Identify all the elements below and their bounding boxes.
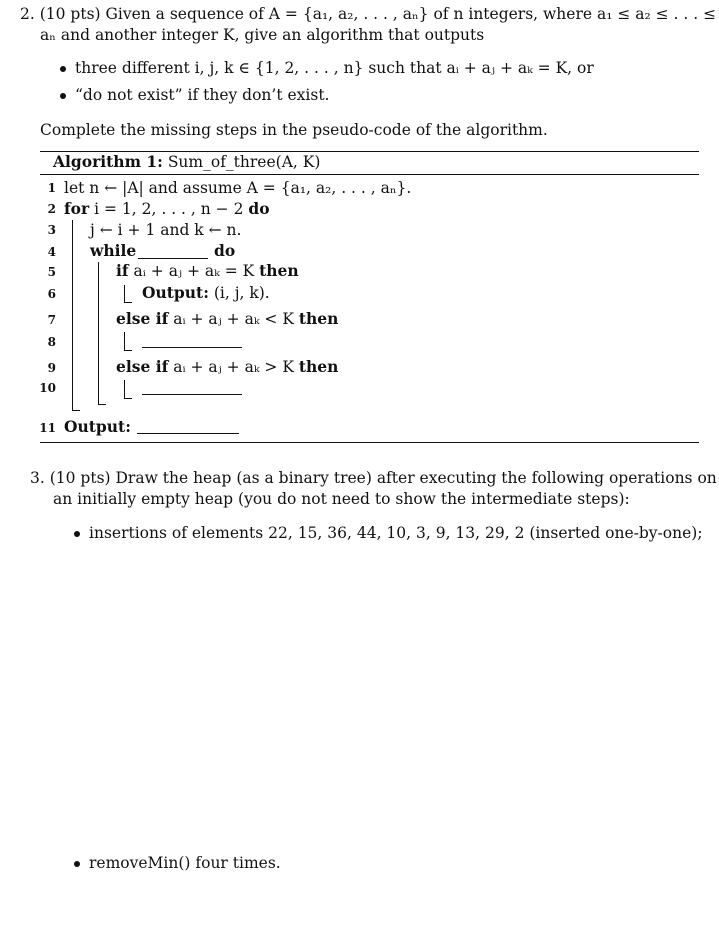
keyword-for: for — [64, 199, 90, 218]
bullet-dot — [74, 531, 80, 537]
q3-bullet-1: insertions of elements 22, 15, 36, 44, 10, 3, 9, 13, 29, 2 (inserted one-by-one); — [89, 524, 703, 542]
algorithm-caption-title: Sum_of_three(A, K) — [162, 153, 321, 171]
line-number: 6 — [47, 287, 56, 301]
algo-line-9-text: aᵢ + aⱼ + aₖ > K — [168, 358, 299, 376]
q2-bullet-2: “do not exist” if they don’t exist. — [75, 86, 330, 104]
keyword-then: then — [298, 309, 339, 328]
algorithm-bottom-rule — [40, 442, 699, 443]
line-number: 1 — [47, 181, 56, 195]
block-bar-end — [124, 398, 132, 399]
line-number: 9 — [47, 361, 56, 375]
keyword-then: then — [298, 357, 339, 376]
line-number: 4 — [47, 245, 56, 259]
block-bar — [124, 285, 125, 302]
q3-heading-line1: 3. (10 pts) Draw the heap (as a binary tree) after executing the following operations on — [30, 469, 717, 487]
q2-bullet-1: three different i, j, k ∈ {1, 2, . . . , n} such that aᵢ + aⱼ + aₖ = K, or — [75, 59, 594, 77]
algo-line-7-text: aᵢ + aⱼ + aₖ < K — [168, 310, 299, 328]
line-number: 2 — [47, 202, 56, 216]
algo-line-9 — [116, 357, 338, 377]
algo-line-6-text: (i, j, k). — [208, 284, 270, 302]
keyword-do: do — [248, 199, 270, 218]
while-block-bar-end — [98, 404, 106, 405]
q2-heading-line1: 2. (10 pts) Given a sequence of A = {a₁, a₂, . . . , aₙ} of n integers, where a₁ ≤ a₂ ≤ . . . ≤ — [20, 5, 717, 23]
for-block-bar — [72, 220, 73, 410]
q2-heading-line2: aₙ and another integer K, give an algorithm that outputs — [40, 26, 485, 44]
q3-heading-line2: an initially empty heap (you do not need to show the intermediate steps): — [53, 490, 630, 508]
keyword-if: if — [116, 261, 129, 280]
keyword-output: Output: — [64, 417, 131, 436]
algorithm-caption-label: Algorithm 1: — [53, 152, 163, 171]
line-number: 10 — [39, 381, 56, 395]
block-bar-end — [124, 350, 132, 351]
line-number: 5 — [47, 265, 56, 279]
line-number: 8 — [47, 335, 56, 349]
algo-line-6 — [142, 283, 270, 303]
for-block-bar-end — [72, 410, 80, 411]
q2-instruction: Complete the missing steps in the pseudo-code of the algorithm. — [40, 121, 548, 139]
keyword-else-if: else if — [116, 357, 169, 376]
algo-line-11 — [64, 417, 131, 437]
algo-line-2-text: i = 1, 2, . . . , n − 2 — [89, 200, 249, 218]
block-bar-end — [124, 302, 132, 303]
bullet-dot — [60, 66, 66, 72]
bullet-dot — [74, 861, 80, 867]
keyword-then: then — [259, 261, 299, 280]
keyword-while: while — [90, 241, 137, 260]
blank-final-output — [137, 433, 239, 434]
line-number: 3 — [47, 223, 56, 237]
blank-greater-branch — [142, 394, 242, 395]
algo-line-4-do — [214, 241, 235, 261]
keyword-else-if: else if — [116, 309, 169, 328]
algorithm-caption-rule — [40, 174, 699, 175]
algo-line-2 — [64, 199, 270, 219]
algo-line-7 — [116, 309, 338, 329]
keyword-output: Output: — [142, 283, 209, 302]
line-number: 7 — [47, 313, 56, 327]
algo-line-1: let n ← |A| and assume A = {a₁, a₂, . . . , aₙ}. — [64, 179, 412, 197]
algo-line-5-text: aᵢ + aⱼ + aₖ = K — [128, 262, 260, 280]
blank-less-branch — [142, 347, 242, 348]
bullet-dot — [60, 93, 66, 99]
algo-line-4 — [90, 241, 136, 261]
algo-line-3: j ← i + 1 and k ← n. — [90, 221, 242, 239]
q3-bullet-2: removeMin() four times. — [89, 854, 281, 872]
keyword-do: do — [214, 241, 236, 260]
block-bar — [124, 380, 125, 398]
block-bar — [124, 332, 125, 350]
algo-line-5 — [116, 261, 299, 281]
line-number: 11 — [39, 421, 56, 435]
blank-while-condition — [138, 258, 208, 259]
while-block-bar — [98, 262, 99, 404]
algorithm-caption — [53, 152, 320, 172]
